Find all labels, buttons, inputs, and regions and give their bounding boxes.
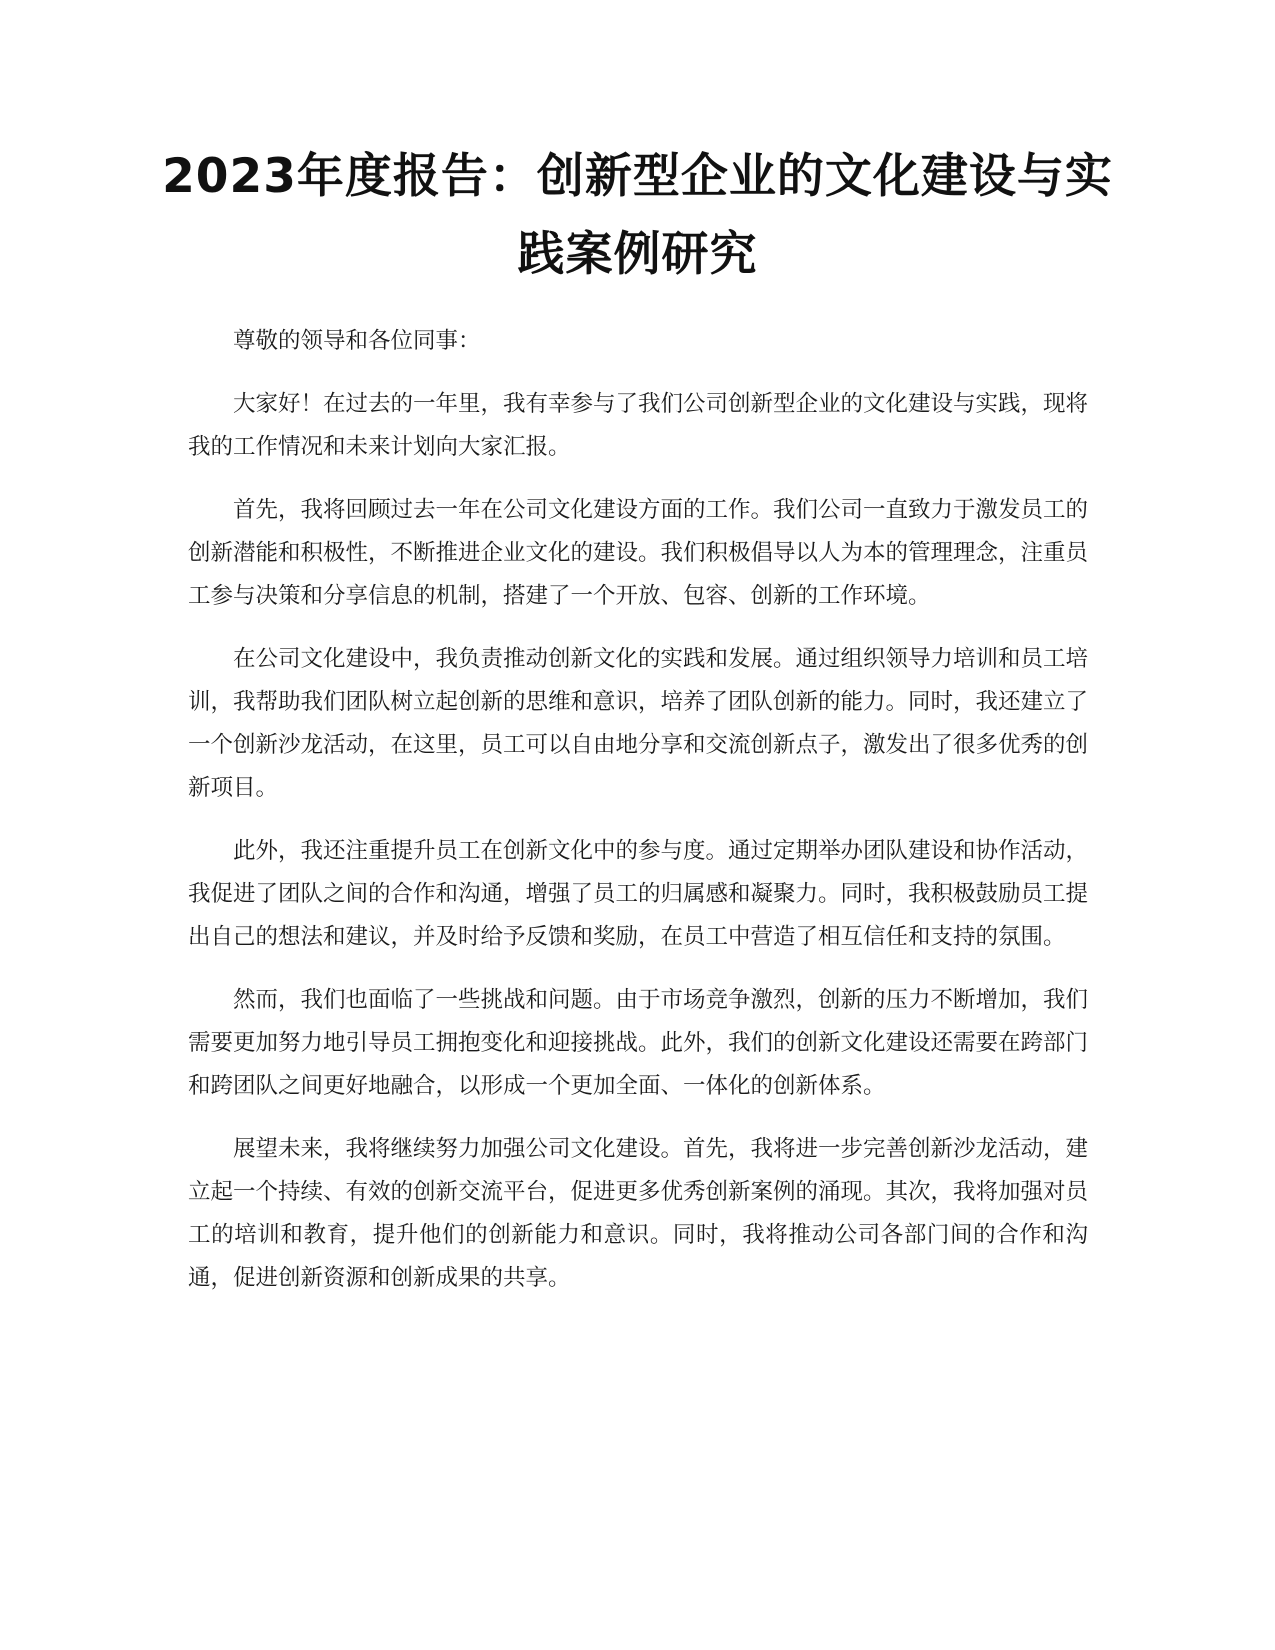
document-title: 2023年度报告：创新型企业的文化建设与实践案例研究	[162, 149, 1113, 282]
document-body	[188, 320, 1088, 1320]
paragraph-responsibility: 在公司文化建设中，我负责推动创新文化的实践和发展。通过组织领导力培训和员工培训，我帮助我们团队树立起创新的思维和意识，培养了团队创新的能力。同时，我还建立了一个创新沙龙活动，在这里，员工可以自由地分享和交流创新点子，激发出了很多优秀的创新项目。	[188, 646, 1089, 801]
paragraph-greeting: 大家好！在过去的一年里，我有幸参与了我们公司创新型企业的文化建设与实践，现将我的工作情况和未来计划向大家汇报。	[188, 391, 1089, 460]
paragraph-review: 首先，我将回顾过去一年在公司文化建设方面的工作。我们公司一直致力于激发员工的创新潜能和积极性，不断推进企业文化的建设。我们积极倡导以人为本的管理理念，注重员工参与决策和分享信息的机制，搭建了一个开放、包容、创新的工作环境。	[188, 497, 1089, 609]
paragraph-outlook: 展望未来，我将继续努力加强公司文化建设。首先，我将进一步完善创新沙龙活动，建立起一个持续、有效的创新交流平台，促进更多优秀创新案例的涌现。其次，我将加强对员工的培训和教育，提升他们的创新能力和意识。同时，我将推动公司各部门间的合作和沟通，促进创新资源和创新成果的共享。	[188, 1136, 1089, 1291]
salutation: 尊敬的领导和各位同事：	[233, 328, 481, 354]
paragraph-participation: 此外，我还注重提升员工在创新文化中的参与度。通过定期举办团队建设和协作活动，我促进了团队之间的合作和沟通，增强了员工的归属感和凝聚力。同时，我积极鼓励员工提出自己的想法和建议，并及时给予反馈和奖励，在员工中营造了相互信任和支持的氛围。	[188, 838, 1089, 950]
paragraph-challenges: 然而，我们也面临了一些挑战和问题。由于市场竞争激烈，创新的压力不断增加，我们需要更加努力地引导员工拥抱变化和迎接挑战。此外，我们的创新文化建设还需要在跨部门和跨团队之间更好地融合，以形成一个更加全面、一体化的创新体系。	[188, 987, 1089, 1099]
